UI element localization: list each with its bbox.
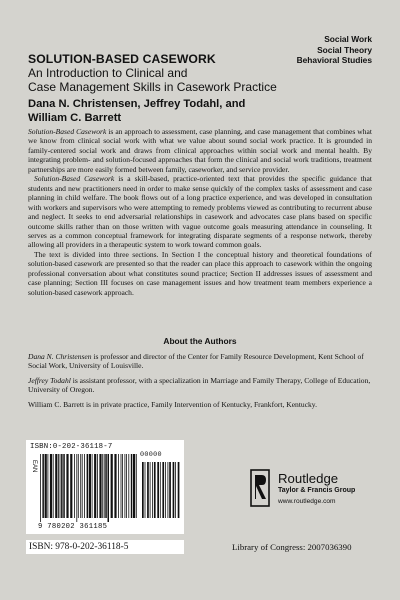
barcode-addon-bar bbox=[175, 462, 176, 518]
category-social-work: Social Work bbox=[324, 34, 372, 44]
bio-barrett bbox=[28, 400, 372, 409]
isbn-13-panel bbox=[26, 540, 184, 554]
isbn-10-label: ISBN:0-202-36118-7 bbox=[30, 443, 113, 451]
barcode-bar bbox=[94, 454, 96, 518]
barcode-bar bbox=[74, 454, 75, 518]
bio-2-name: Jeffrey Todahl bbox=[28, 375, 71, 385]
barcode-addon-bar bbox=[173, 462, 175, 518]
barcode-bar bbox=[40, 454, 41, 522]
barcode-addon-bar bbox=[152, 462, 153, 518]
ean-label bbox=[31, 460, 37, 480]
barcode-bar bbox=[105, 454, 107, 518]
barcode-bar bbox=[114, 454, 116, 518]
barcode-bar bbox=[50, 454, 52, 518]
category-list bbox=[282, 34, 372, 66]
authors-line-2: William C. Barrett bbox=[28, 112, 122, 124]
bio-3-text: William C. Barrett is in private practice, Family Intervention of Kentucky, Frankfort, Kentucky. bbox=[28, 399, 317, 409]
barcode-bar bbox=[92, 454, 93, 518]
subtitle-line-1: An Introduction to Clinical and bbox=[28, 66, 188, 80]
subtitle-line-2: Case Management Skills in Casework Practice bbox=[28, 80, 277, 95]
bio-1-text: is professor and director of the Center for Family Resource Development, Kent School of Social Work, University of Louisville. bbox=[28, 352, 364, 371]
barcode-bar bbox=[136, 454, 137, 518]
barcode-bar bbox=[53, 454, 54, 518]
blurb-paragraph-1 bbox=[28, 127, 372, 174]
publisher-url: www.routledge.com bbox=[278, 498, 336, 505]
blurb-p3-text: The text is divided into three sections. In Section I the conceptual history and theoretical foundations of solution-based casework are presented so that the reader can place this approach to casework within the ongoing professional conversation about what constitutes sound practice; Section II addresses issues of assessment and case planning; Section III focuses on case management issues and how treatment team members experience a solution-based casework approach. bbox=[28, 249, 372, 297]
barcode-addon-bar bbox=[157, 462, 159, 518]
bio-2-text: is assistant professor, with a specialization in Marriage and Family Therapy, College of Education, University of Oregon. bbox=[28, 375, 371, 395]
category-social-theory: Social Theory bbox=[317, 44, 372, 55]
barcode-bar bbox=[42, 454, 44, 518]
barcode-addon-bar bbox=[160, 462, 161, 518]
author-names bbox=[28, 97, 245, 125]
barcode-bar bbox=[128, 454, 129, 518]
barcode-bar bbox=[111, 454, 113, 518]
barcode-bar bbox=[48, 454, 49, 518]
authors-line-1: Dana N. Christensen, Jeffrey Todahl, and bbox=[28, 98, 246, 110]
barcode-bar bbox=[125, 454, 126, 518]
barcode-bar bbox=[122, 454, 123, 518]
barcode-bar bbox=[66, 454, 68, 518]
barcode-addon-bar bbox=[142, 462, 144, 518]
barcode-addon-bar bbox=[154, 462, 156, 518]
barcode-bar bbox=[118, 454, 119, 518]
isbn-13-label: ISBN: 978-0-202-36118-5 bbox=[29, 542, 129, 552]
barcode-image bbox=[38, 454, 180, 522]
barcode-addon-bar bbox=[169, 462, 171, 518]
barcode-bar bbox=[45, 454, 47, 518]
barcode-bar bbox=[60, 454, 61, 518]
bio-1-name: Dana N. Christensen bbox=[28, 352, 92, 361]
author-bios bbox=[28, 352, 372, 414]
about-authors-heading: About the Authors bbox=[163, 336, 237, 346]
description-blurb bbox=[28, 127, 372, 297]
category-behavioral-studies: Behavioral Studies bbox=[296, 55, 372, 65]
barcode-bar bbox=[76, 454, 77, 522]
barcode-addon-bar bbox=[165, 462, 166, 518]
blurb-p1-book-title: Solution-Based Casework bbox=[28, 127, 107, 136]
barcode-bar bbox=[70, 454, 72, 518]
book-subtitle bbox=[28, 66, 328, 95]
barcode-addon-bar bbox=[162, 462, 164, 518]
barcode-bar bbox=[97, 454, 98, 518]
barcode-digits: 9 780202 361185 bbox=[38, 523, 108, 531]
barcode-bar bbox=[131, 454, 133, 518]
barcode-bar bbox=[61, 454, 63, 518]
barcode-bar bbox=[80, 454, 81, 518]
barcode-bar bbox=[89, 454, 91, 518]
barcode-addon-bar bbox=[145, 462, 146, 518]
blurb-paragraph-2 bbox=[28, 174, 372, 250]
bio-christensen bbox=[28, 352, 372, 371]
barcode-bar bbox=[104, 454, 105, 518]
barcode-bar bbox=[99, 454, 101, 518]
barcode-bar bbox=[55, 454, 57, 518]
barcode-bar bbox=[121, 454, 122, 518]
barcode-bar bbox=[63, 454, 65, 518]
barcode-bar bbox=[58, 454, 59, 518]
blurb-paragraph-3 bbox=[28, 250, 372, 297]
barcode-bar bbox=[108, 454, 110, 522]
library-of-congress-number: Library of Congress: 2007036390 bbox=[232, 542, 352, 552]
barcode-bar bbox=[126, 454, 127, 518]
bio-todahl bbox=[28, 376, 372, 395]
barcode-bar bbox=[84, 454, 85, 518]
barcode-addon-bar bbox=[178, 462, 180, 518]
barcode-bar bbox=[102, 454, 103, 518]
blurb-p1-text: is an approach to assessment, case planning, and case management that combines what we know from clinical social work with what we value about sound social work practice. It is grounded in family-centered social work and draws from clinical approaches within social work and mental health. By integrating problem- and solution-focused approaches that form the clinical and social work traditions, treatment partnerships are more easily formed between family, caseworker, and service provider. bbox=[28, 127, 372, 174]
barcode-addon-bar bbox=[147, 462, 149, 518]
publisher-name: Routledge bbox=[278, 471, 339, 486]
book-title: SOLUTION-BASED CASEWORK bbox=[28, 52, 216, 66]
ean-text: EAN bbox=[31, 460, 37, 473]
routledge-logo-icon bbox=[250, 469, 272, 509]
blurb-p2-text: is a skill-based, practice-oriented text that provides the specific guidance that students and new practitioners need in order to make sense quickly of the complex tasks of assessment and case planning in child welfare. The book flows out of a long practice experience, and was developed in consultation with workers and supervisors who were attempting to remedy problems viewed as contributing to recurrent abuse and neglect. It seeks to end adversarial relationships in casework and advocates case plans based on specific outcome skills rather than on those written with vague outcome goals measuring attendance in counseling. It serves as a common conceptual framework for integrating disparate segments of a response network, thereby allowing all providers in a therapeutic system to work toward common goals. bbox=[28, 174, 372, 250]
barcode-addon-bar bbox=[150, 462, 151, 518]
barcode-addon-bar bbox=[168, 462, 169, 518]
barcode-panel bbox=[26, 440, 184, 534]
barcode-addon-number: 00000 bbox=[140, 451, 162, 459]
publisher-group: Taylor & Francis Group bbox=[278, 487, 356, 494]
barcode-bar bbox=[87, 454, 89, 518]
barcode-bar bbox=[82, 454, 83, 518]
barcode-bar bbox=[133, 454, 135, 518]
blurb-p2-book-title: Solution-Based Casework bbox=[34, 174, 115, 184]
barcode-bar bbox=[78, 454, 79, 518]
